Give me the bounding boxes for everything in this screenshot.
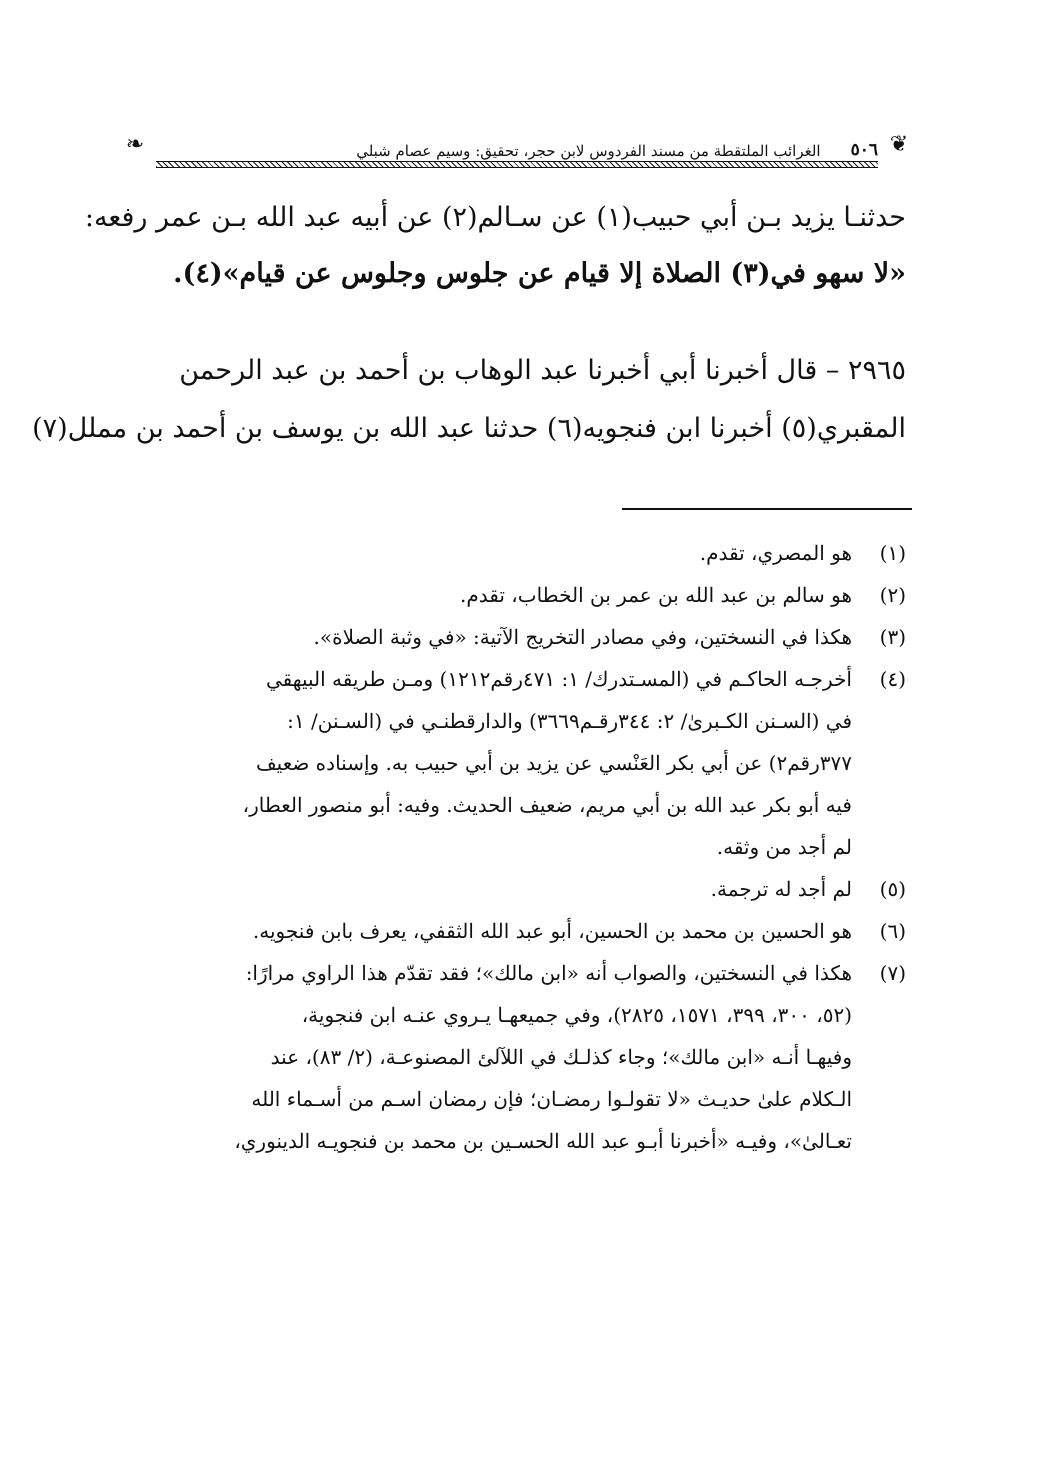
running-header	[125, 128, 909, 168]
header-divider	[156, 161, 878, 168]
footnote-line: هكذا في النسختين، والصواب أنه «ابن مالك»؛ فقد تقدّم هذا الراوي مرارًا:	[245, 961, 852, 985]
footnotes	[128, 532, 906, 1162]
paragraph-hadith-chain	[84, 190, 906, 302]
hadith-text-line: «لا سهو في(٣) الصلاة إلا قيام عن جلوس وجلوس عن قيام»(٤).	[173, 258, 906, 289]
footnote-line: (٥٢، ٣٠٠، ٣٩٩، ١٥٧١، ٢٨٢٥)، وفي جميعهـا يـروي عنـه ابن فنجوية،	[301, 1003, 852, 1027]
footnote-item	[128, 658, 906, 868]
footnote-line: وفيهـا أنـه «ابن مالك»؛ وجاء كذلـك في اللآلئ المصنوعـة، (٢/ ٨٣)، عند	[270, 1045, 852, 1069]
footnote-line: لم أجد من وثقه.	[716, 835, 852, 859]
footnote-number: (٢)	[879, 583, 906, 607]
footnote-number: (٤)	[879, 667, 906, 691]
footnote-line: فيه أبو بكر عبد الله بن أبي مريم، ضعيف الحديث. وفيه: أبو منصور العطار،	[242, 793, 852, 817]
footnote-item	[128, 910, 906, 952]
floral-ornament-icon: ❧	[125, 132, 145, 157]
footnote-line: هو سالم بن عبد الله بن عمر بن الخطاب، تقدم.	[460, 583, 852, 607]
footnote-line: في (السـنن الكـبرىٰ/ ٢: ٣٤٤رقـم٣٦٦٩) والدارقطنـي في (السـنن/ ١:	[287, 709, 852, 733]
footnote-number: (٧)	[879, 961, 906, 985]
footnote-item	[128, 868, 906, 910]
footnote-text	[128, 868, 852, 910]
page-number: ٥٠٦	[850, 140, 878, 160]
floral-ornament-icon: ❦	[889, 132, 909, 157]
footnote-line: هو الحسين بن محمد بن الحسين، أبو عبد الله الثقفي، يعرف بابن فنجويه.	[252, 919, 852, 943]
footnote-number: (١)	[879, 541, 906, 565]
footnote-text	[128, 952, 852, 1162]
footnote-number: (٣)	[879, 625, 906, 649]
footnote-item	[128, 574, 906, 616]
footnote-separator	[622, 508, 912, 510]
footnote-line: هكذا في النسختين، وفي مصادر التخريج الآتية: «في وثبة الصلاة».	[313, 625, 852, 649]
footnote-text	[128, 658, 852, 868]
header-title: الغرائب الملتقطة من مسند الفردوس لابن حجر، تحقيق: وسيم عصام شبلي	[356, 142, 821, 160]
footnote-line: هو المصري، تقدم.	[699, 541, 852, 565]
footnote-line: أخرجـه الحاكـم في (المسـتدرك/ ١: ٤٧١رقم١٢١٢) ومـن طريقه البيهقي	[265, 667, 852, 691]
footnote-text	[128, 616, 852, 658]
footnote-number: (٦)	[879, 919, 906, 943]
footnote-item	[128, 616, 906, 658]
text-line: ٢٩٦٥ – قال أخبرنا أبي أخبرنا عبد الوهاب بن أحمد بن عبد الرحمن	[179, 355, 906, 386]
footnote-line: لم أجد له ترجمة.	[710, 877, 852, 901]
footnote-text	[128, 574, 852, 616]
footnote-text	[128, 532, 852, 574]
footnote-line: تعـالىٰ»، وفيـه «أخبرنا أبـو عبد الله الحسـين بن محمد بن فنجويـه الدينوري،	[234, 1129, 852, 1153]
main-text	[32, 190, 906, 458]
footnote-item	[128, 532, 906, 574]
footnote-line: ٣٧٧رقم٢) عن أبي بكر العَنْسي عن يزيد بن أبي حبيب به. وإسناده ضعيف	[255, 751, 852, 775]
footnote-number: (٥)	[879, 877, 906, 901]
text-line: حدثنـا يزيد بـن أبي حبيب(١) عن سـالم(٢) عن أبيه عبد الله بـن عمر رفعه:	[84, 202, 906, 233]
footnote-text	[128, 910, 852, 952]
footnote-item	[128, 952, 906, 1162]
paragraph-2965	[32, 342, 906, 458]
text-line: المقبري(٥) أخبرنا ابن فنجويه(٦) حدثنا عبد الله بن يوسف بن أحمد بن مملل(٧)	[32, 413, 906, 444]
footnote-line: الـكلام علىٰ حديـث «لا تقولـوا رمضـان؛ فإن رمضان اسـم من أسـماء الله	[251, 1087, 852, 1111]
